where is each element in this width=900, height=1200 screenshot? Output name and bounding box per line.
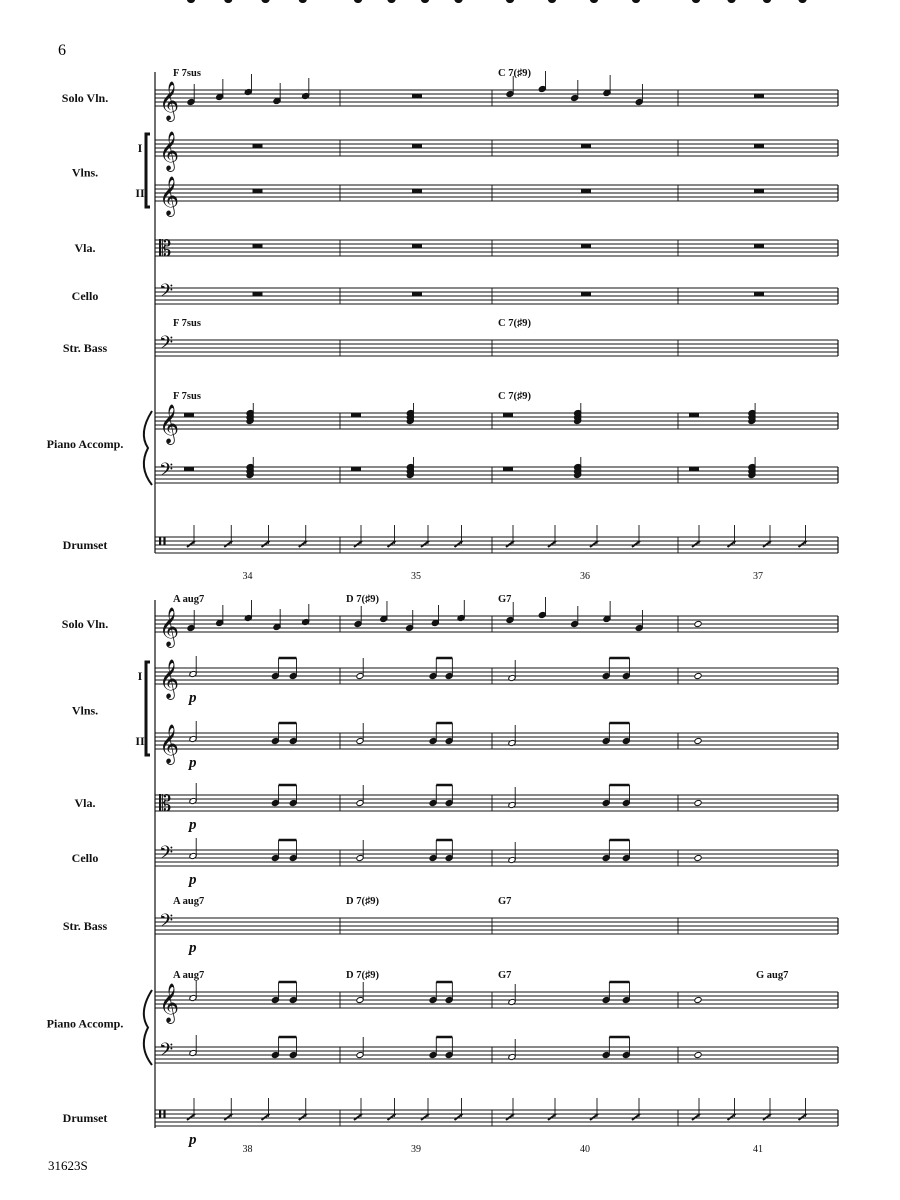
dynamic-marking: p — [189, 690, 197, 706]
chord-symbol: C 7(♯9) — [498, 391, 531, 402]
bass-clef-icon: 𝄢 — [159, 460, 174, 485]
alto-clef-icon: 𝄡 — [159, 792, 172, 817]
whole-rest-vln2 — [754, 189, 764, 193]
chord-symbol: D 7(♯9) — [346, 896, 379, 907]
instrument-label: Solo Vln. — [61, 91, 109, 105]
chord-symbol: A aug7 — [173, 970, 205, 981]
chord-symbol: G7 — [498, 970, 512, 981]
group-label-violins: Vlns. — [71, 165, 99, 180]
quarter-rest-pnoR — [351, 413, 361, 417]
bass-clef-icon: 𝄢 — [159, 843, 174, 868]
note-sb — [549, 0, 556, 3]
whole-note-vla — [694, 799, 702, 806]
violin-bracket — [146, 134, 150, 207]
whole-note-vc — [694, 854, 702, 861]
instrument-label: II — [135, 734, 145, 748]
treble-clef-icon: 𝄞 — [159, 659, 180, 699]
measure-number: 40 — [580, 1144, 590, 1155]
whole-rest-vln2 — [581, 189, 591, 193]
chord-symbol: A aug7 — [173, 896, 205, 907]
piano-brace — [144, 411, 152, 485]
whole-note-pnoR — [694, 996, 702, 1003]
treble-clef-icon: 𝄞 — [159, 724, 180, 764]
note-sb — [799, 0, 806, 3]
instrument-label: I — [137, 141, 143, 155]
quarter-rest-pnoL — [503, 467, 513, 471]
alto-clef-icon: 𝄡 — [159, 237, 172, 262]
whole-rest-vln1 — [581, 144, 591, 148]
catalog-number: 31623S — [48, 1158, 88, 1173]
whole-rest-vln2 — [253, 189, 263, 193]
measure-number: 34 — [242, 571, 253, 582]
instrument-label: Solo Vln. — [61, 617, 109, 631]
note-sb — [455, 0, 462, 3]
chord-symbol: A aug7 — [173, 594, 205, 605]
whole-rest-vc — [754, 292, 764, 296]
whole-note-vln1 — [694, 672, 702, 679]
treble-clef-icon: 𝄞 — [159, 176, 180, 216]
measure-number: 39 — [411, 1144, 421, 1155]
instrument-label: Vla. — [74, 241, 96, 255]
quarter-rest-pnoR — [503, 413, 513, 417]
bass-clef-icon: 𝄢 — [159, 333, 174, 358]
whole-rest-vln1 — [754, 144, 764, 148]
perc-clef-icon: 𝄥 — [159, 1103, 166, 1128]
bass-clef-icon: 𝄢 — [159, 911, 174, 936]
treble-clef-icon: 𝄞 — [159, 131, 180, 171]
quarter-rest-pnoR — [184, 413, 194, 417]
instrument-label: Str. Bass — [62, 341, 108, 355]
whole-rest-vc — [412, 292, 422, 296]
treble-clef-icon: 𝄞 — [159, 404, 180, 444]
measure-number: 36 — [580, 571, 590, 582]
whole-rest-vla — [412, 244, 422, 248]
chord-symbol: G aug7 — [756, 970, 789, 981]
instrument-label: I — [137, 669, 143, 683]
measure-number: 35 — [411, 571, 421, 582]
chord-symbol: F 7sus — [173, 318, 201, 329]
note-sb — [693, 0, 700, 3]
treble-clef-icon: 𝄞 — [159, 81, 180, 121]
instrument-label: II — [135, 186, 145, 200]
quarter-rest-pnoL — [184, 467, 194, 471]
whole-rest-vc — [253, 292, 263, 296]
group-label-piano: Piano Accomp. — [46, 437, 124, 451]
treble-clef-icon: 𝄞 — [159, 983, 180, 1023]
chord-symbol: D 7(♯9) — [346, 594, 379, 605]
note-sb — [299, 0, 306, 3]
whole-rest-vla — [581, 244, 591, 248]
dynamic-marking: p — [189, 872, 197, 888]
whole-rest-vln2 — [412, 189, 422, 193]
whole-rest-vc — [581, 292, 591, 296]
page-number: 6 — [58, 42, 66, 59]
instrument-label: Drumset — [62, 538, 108, 552]
bass-clef-icon: 𝄢 — [159, 281, 174, 306]
bass-clef-icon: 𝄢 — [159, 1040, 174, 1065]
note-sb — [262, 0, 269, 3]
group-label-piano: Piano Accomp. — [46, 1016, 124, 1031]
perc-clef-icon: 𝄥 — [159, 530, 166, 555]
chord-symbol: C 7(♯9) — [498, 68, 531, 79]
whole-rest-solo — [412, 94, 422, 98]
note-sb — [764, 0, 771, 3]
treble-clef-icon: 𝄞 — [159, 607, 180, 647]
dynamic-marking: p — [189, 817, 197, 833]
quarter-rest-pnoL — [351, 467, 361, 471]
whole-rest-solo — [754, 94, 764, 98]
instrument-label: Cello — [71, 289, 99, 303]
note-sb — [591, 0, 598, 3]
whole-rest-vln1 — [412, 144, 422, 148]
note-sb — [633, 0, 640, 3]
system-1 — [47, 0, 838, 582]
system-2 — [47, 0, 838, 1155]
whole-rest-vla — [754, 244, 764, 248]
note-sb — [507, 0, 514, 3]
note-sb — [388, 0, 395, 3]
group-label-violins: Vlns. — [71, 703, 99, 718]
chord-symbol: G7 — [498, 594, 512, 605]
chord-symbol: F 7sus — [173, 68, 201, 79]
dynamic-marking: p — [189, 1132, 197, 1148]
measure-number: 37 — [753, 571, 763, 582]
instrument-label: Str. Bass — [62, 919, 108, 933]
measure-number: 41 — [753, 1144, 763, 1155]
chord-symbol: C 7(♯9) — [498, 318, 531, 329]
note-sb — [355, 0, 362, 3]
chord-symbol: F 7sus — [173, 391, 201, 402]
quarter-rest-pnoR — [689, 413, 699, 417]
note-sb — [422, 0, 429, 3]
instrument-label: Drumset — [62, 1111, 108, 1125]
whole-rest-vla — [253, 244, 263, 248]
whole-rest-vln1 — [253, 144, 263, 148]
note-sb — [188, 0, 195, 3]
note-sb — [225, 0, 232, 3]
violin-bracket — [146, 662, 150, 755]
chord-symbol: D 7(♯9) — [346, 970, 379, 981]
dynamic-marking: p — [189, 755, 197, 771]
whole-note-vln2 — [694, 737, 702, 744]
instrument-label: Cello — [71, 851, 99, 865]
whole-note-pnoL — [694, 1051, 702, 1058]
dynamic-marking: p — [189, 940, 197, 956]
quarter-rest-pnoL — [689, 467, 699, 471]
note-sb — [728, 0, 735, 3]
piano-brace — [144, 990, 152, 1065]
instrument-label: Vla. — [74, 796, 96, 810]
measure-number: 38 — [242, 1144, 253, 1155]
whole-note-solo — [694, 620, 702, 627]
chord-symbol: G7 — [498, 896, 512, 907]
